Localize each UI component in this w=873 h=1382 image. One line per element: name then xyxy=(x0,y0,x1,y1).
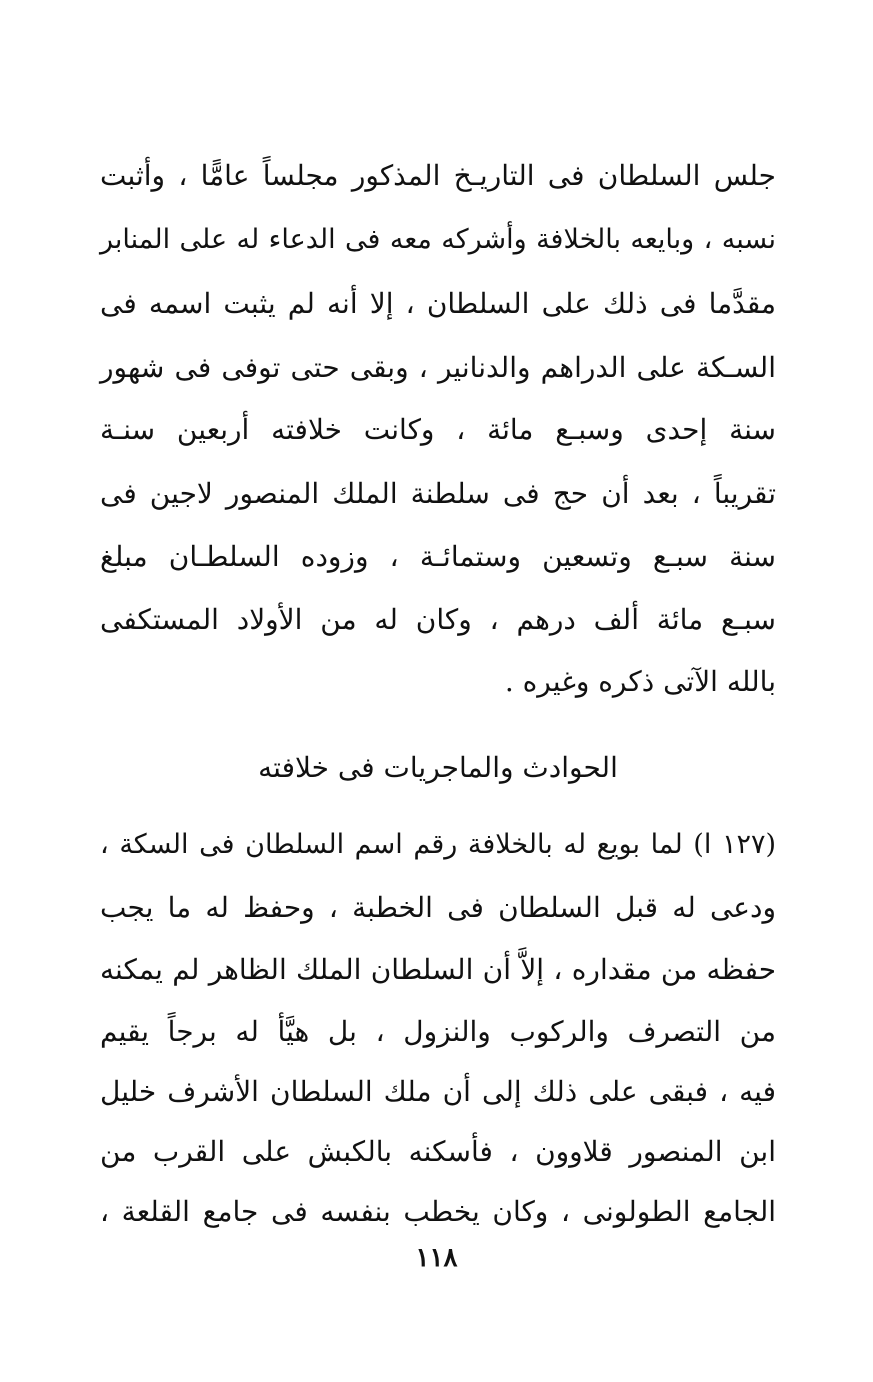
paragraph-1-line-2: نسبه ، وبايعه بالخلافة وأشركه معه فى الدعاء له على المنابر xyxy=(100,224,776,255)
page-number: ١١٨ xyxy=(415,1243,458,1273)
paragraph-2-line-7: الجامع الطولونى ، وكان يخطب بنفسه فى جامع القلعة ، xyxy=(100,1195,776,1228)
paragraph-1-line-1: جلس السلطان فى التاريـخ المذكور مجلساً عامًّا ، وأثبت xyxy=(100,159,776,192)
paragraph-1-line-3: مقدَّما فى ذلك على السلطان ، إلا أنه لم يثبت اسمه فى xyxy=(100,287,776,320)
paragraph-2-line-6: ابن المنصور قلاوون ، فأسكنه بالكبش على القرب من xyxy=(100,1135,776,1168)
paragraph-2-line-2: ودعى له قبل السلطان فى الخطبة ، وحفظ له ما يجب xyxy=(100,891,776,924)
paragraph-1-line-9: بالله الآتى ذكره وغيره . xyxy=(504,665,776,698)
paragraph-2-line-3: حفظه من مقداره ، إلاَّ أن السلطان الملك الظاهر لم يمكنه xyxy=(100,953,776,986)
paragraph-1-line-4: السـكة على الدراهم والدنانير ، وبقى حتى توفى فى شهور xyxy=(100,351,776,384)
paragraph-1-line-6: تقريباً ، بعد أن حج فى سلطنة الملك المنصور لاجين فى xyxy=(100,477,776,510)
section-heading: الحوادث والماجريات فى خلافته xyxy=(258,751,618,784)
paragraph-2-line-1: (١٢٧ ا) لما بويع له بالخلافة رقم اسم السلطان فى السكة ، xyxy=(100,829,776,860)
paragraph-1-line-7: سنة سبـع وتسعين وستمائـة ، وزوده السلطـان مبلغ xyxy=(100,540,776,573)
paragraph-1-line-8: سبـع مائة ألف درهم ، وكان له من الأولاد المستكفى xyxy=(100,603,776,636)
paragraph-2-line-4: من التصرف والركوب والنزول ، بل هيَّأ له برجاً يقيم xyxy=(100,1015,776,1048)
paragraph-2-line-5: فيه ، فبقى على ذلك إلى أن ملك السلطان الأشرف خليل xyxy=(100,1075,776,1108)
paragraph-1-line-5: سنة إحدى وسبـع مائة ، وكانت خلافته أربعين سنـة xyxy=(100,413,776,446)
